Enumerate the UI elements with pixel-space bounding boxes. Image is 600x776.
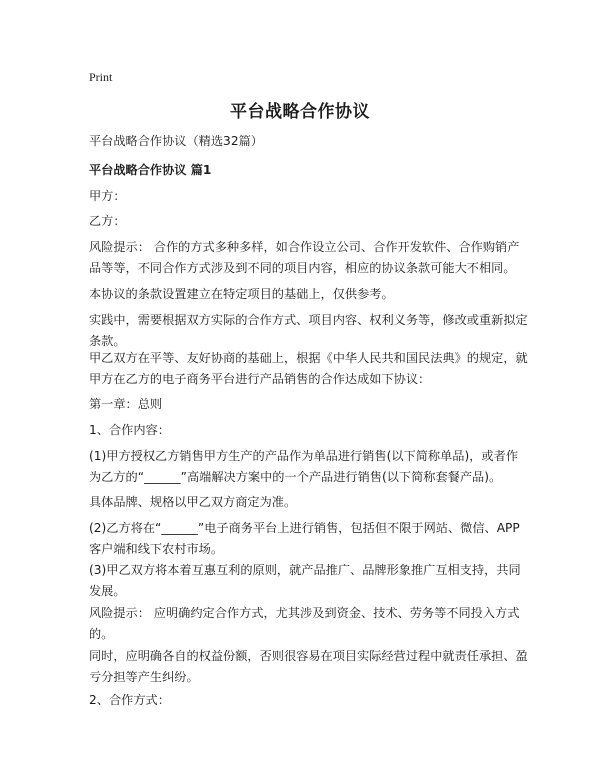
party-b-label: 乙方： bbox=[89, 214, 126, 228]
clause-paragraph: (1)甲方授权乙方销售甲方生产的产品作为单品进行销售(以下简称单品)，或者作为乙方的“______”高端解决方案中的一个产品进行销售(以下简称套餐产品)。 bbox=[89, 449, 518, 484]
chapter-heading: 第一章：总则 bbox=[89, 397, 163, 411]
document-title: 平台战略合作协议 bbox=[230, 102, 370, 122]
party-a-label: 甲方： bbox=[89, 189, 126, 203]
clause-paragraph: (2)乙方将在“______”电子商务平台上进行销售，包括但不限于网站、微信、APP客户端和线下农村市场。 bbox=[89, 521, 520, 556]
risk-tip-paragraph: 风险提示： 应明确约定合作方式，尤其涉及到资金、技术、劳务等不同投入方式的。 bbox=[89, 606, 520, 641]
print-label[interactable]: Print bbox=[89, 70, 113, 84]
clause-heading: 2、合作方式： bbox=[89, 693, 170, 707]
clause-paragraph: (3)甲乙双方将本着互惠互利的原则，就产品推广、品牌形象推广互相支持，共同发展。 bbox=[89, 563, 521, 598]
practice-note-paragraph: 实践中，需要根据双方实际的合作方式、项目内容、权利义务等，修改或重新拟定条款。 bbox=[89, 313, 528, 348]
clause-heading: 1、合作内容： bbox=[89, 423, 170, 437]
preamble-paragraph: 甲乙双方在平等、友好协商的基础上，根据《中华人民共和国民法典》的规定，就甲方在乙方的电子商务平台进行产品销售的合作达成如下协议： bbox=[89, 351, 528, 386]
risk-tip-paragraph: 风险提示： 合作的方式多种多样，如合作设立公司、合作开发软件、合作购销产品等等，不同合作方式涉及到不同的项目内容，相应的协议条款可能大不相同。 bbox=[89, 240, 520, 275]
document-subtitle: 平台战略合作协议（精选32篇） bbox=[89, 134, 263, 148]
reference-note-paragraph: 本协议的条款设置建立在特定项目的基础上，仅供参考。 bbox=[89, 287, 394, 301]
section-title: 平台战略合作协议 篇1 bbox=[89, 163, 212, 177]
brand-spec-paragraph: 具体品牌、规格以甲乙双方商定为准。 bbox=[89, 495, 297, 509]
risk-tip-paragraph: 同时，应明确各自的权益份额，否则很容易在项目实际经营过程中就责任承担、盈亏分担等产生纠纷。 bbox=[89, 649, 528, 684]
